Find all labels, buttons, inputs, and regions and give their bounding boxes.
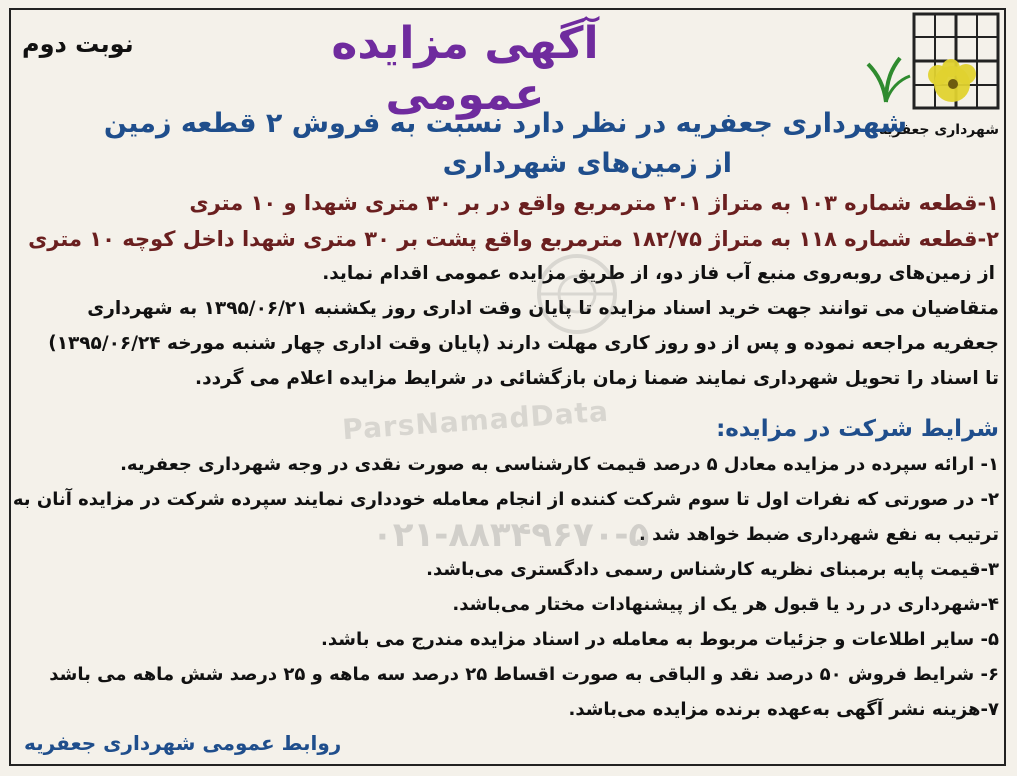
body-line-1: از زمین‌های روبه‌روی منبع آب فاز دو، از طریق مزایده عمومی اقدام نماید. bbox=[322, 263, 995, 284]
condition-item-4: ۴-شهرداری در رد یا قبول هر یک از پیشنهادات مختار می‌باشد. bbox=[452, 594, 999, 615]
parcel-item-2: ۲-قطعه شماره ۱۱۸ به متراژ ۱۸۲/۷۵ مترمربع واقع پشت بر ۳۰ متری شهدا داخل کوچه ۱۰ متری bbox=[28, 227, 999, 251]
brand-watermark: ParsNamadData bbox=[341, 394, 610, 447]
footer-signature: روابط عمومی شهرداری جعفریه bbox=[24, 731, 342, 755]
condition-item-5: ۵- سایر اطلاعات و جزئیات مربوط به معامله در اسناد مزایده مندرج می باشد. bbox=[321, 629, 999, 650]
condition-item-2: ۲- در صورتی که نفرات اول تا سوم شرکت کننده از انجام معامله خودداری نمایند سپرده شرکت در مزایده آنان به bbox=[12, 489, 999, 510]
parcel-item-1: ۱-قطعه شماره ۱۰۳ به متراژ ۲۰۱ مترمربع واقع در بر ۳۰ متری شهدا و ۱۰ متری bbox=[189, 191, 999, 215]
conditions-heading: شرایط شرکت در مزایده: bbox=[716, 416, 999, 442]
stamp-mark bbox=[512, 250, 642, 338]
condition-item-1: ۱- ارائه سپرده در مزایده معادل ۵ درصد قیمت کارشناسی به صورت نقدی در وجه شهرداری جعفریه. bbox=[120, 454, 999, 475]
condition-item-3: ۳-قیمت پایه برمبنای نظریه کارشناس رسمی دادگستری می‌باشد. bbox=[426, 559, 999, 580]
condition-item-2-cont: ترتیب به نفع شهرداری ضبط خواهد شد . bbox=[639, 524, 999, 545]
body-line-2: متقاضیان می توانند جهت خرید اسناد مزایده تا پایان وقت اداری روز یکشنبه ۱۳۹۵/۰۶/۲۱ به شهرداری bbox=[87, 298, 999, 319]
body-line-3: جعفریه مراجعه نموده و پس از دو روز کاری مهلت دارند (پایان وقت اداری چهار شنبه مورخه ۱۳۹۵/۰۶/۲۴) bbox=[48, 333, 999, 354]
condition-item-7: ۷-هزینه نشر آگهی به‌عهده برنده مزایده می‌باشد. bbox=[568, 699, 999, 720]
intro-line-2: از زمین‌های شهرداری bbox=[442, 148, 732, 179]
phone-watermark: ۰۲۱-۸۸۳۴۹۶۷۰-۵ bbox=[372, 515, 650, 555]
condition-item-6: ۶- شرایط فروش ۵۰ درصد نقد و الباقی به صورت اقساط ۲۵ درصد سه ماهه و ۲۵ درصد شش ماهه می باشد bbox=[49, 664, 999, 685]
body-line-4: تا اسناد را تحویل شهرداری نمایند ضمنا زمان بازگشائی در شرایط مزایده اعلام می گردد. bbox=[195, 368, 999, 389]
logo-caption: شهرداری جعفریه bbox=[879, 122, 999, 138]
round-label: نوبت دوم bbox=[22, 30, 134, 58]
intro-line-1: شهرداری جعفریه در نظر دارد نسبت به فروش ۲ قطعه زمین bbox=[103, 108, 907, 139]
notice-title: آگهی مزایده عمومی bbox=[331, 18, 599, 120]
